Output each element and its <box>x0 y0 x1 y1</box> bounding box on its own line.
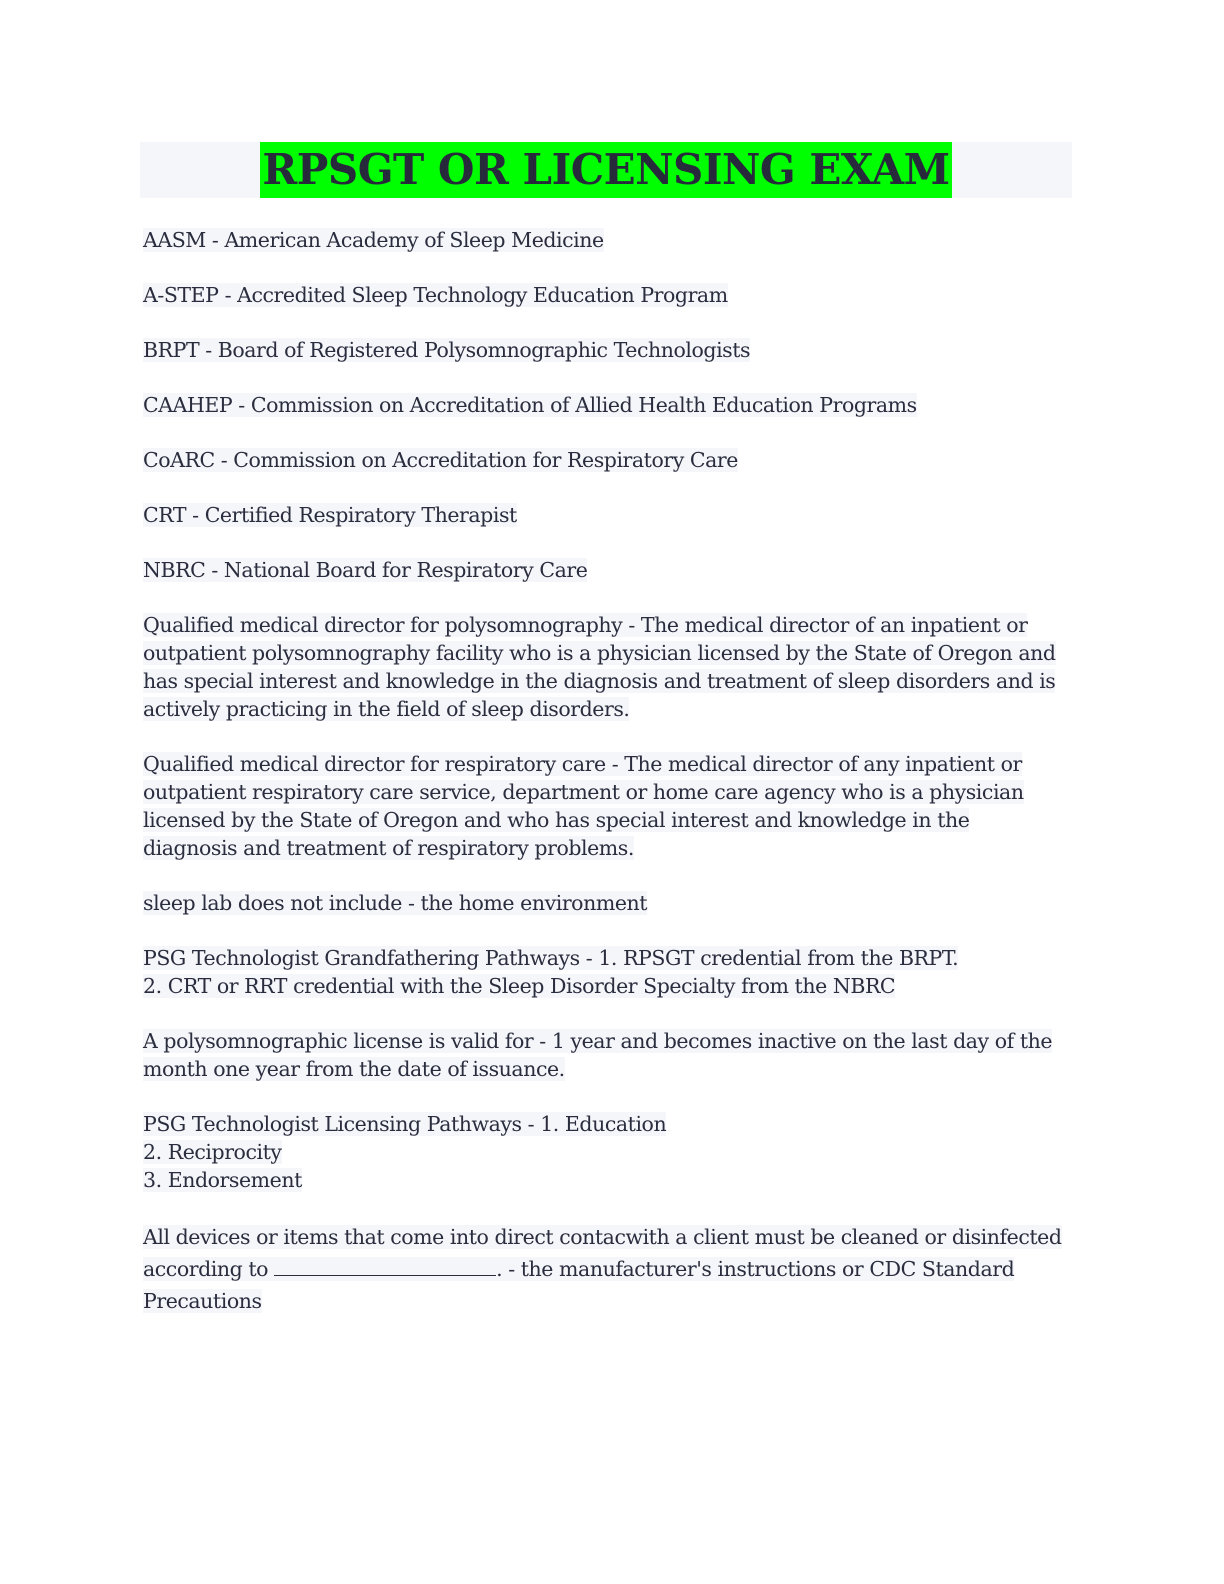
entry-grandfathering-pathways <box>143 944 1078 1000</box>
entry-coarc <box>143 446 1078 474</box>
entry-text: . - the manufacturer's instructions or CDC Standard <box>496 1257 1015 1281</box>
entry-line: AASM - American Academy of Sleep Medicine <box>143 228 604 252</box>
entry-line: diagnosis and treatment of respiratory problems. <box>143 836 634 860</box>
entry-line: Qualified medical director for polysomnography - The medical director of an inpatient or <box>143 613 1028 637</box>
fill-in-blank <box>274 1257 496 1276</box>
entry-line: month one year from the date of issuance. <box>143 1057 565 1081</box>
entry-line: Precautions <box>143 1289 262 1313</box>
entry-licensing-pathways <box>143 1110 1078 1194</box>
entry-line: CoARC - Commission on Accreditation for Respiratory Care <box>143 448 738 472</box>
entry-line: CRT - Certified Respiratory Therapist <box>143 503 517 527</box>
entry-brpt <box>143 336 1078 364</box>
entry-nbrc <box>143 556 1078 584</box>
title-band <box>140 142 1072 198</box>
entry-line: sleep lab does not include - the home environment <box>143 891 648 915</box>
entry-line: outpatient polysomnography facility who is a physician licensed by the State of Oregon and <box>143 641 1056 665</box>
entry-line: All devices or items that come into direct contacwith a client must be cleaned or disinfected <box>143 1225 1062 1249</box>
entry-sleep-lab <box>143 889 1078 917</box>
entry-line: Qualified medical director for respiratory care - The medical director of any inpatient or <box>143 752 1022 776</box>
entry-line: NBRC - National Board for Respiratory Care <box>143 558 588 582</box>
entry-line: licensed by the State of Oregon and who has special interest and knowledge in the <box>143 808 970 832</box>
entry-line: PSG Technologist Licensing Pathways - 1. Education <box>143 1112 667 1136</box>
entry-line: CAAHEP - Commission on Accreditation of Allied Health Education Programs <box>143 393 917 417</box>
entry-aasm <box>143 226 1078 254</box>
entry-medical-director-respiratory <box>143 750 1078 862</box>
entry-a-step <box>143 281 1078 309</box>
entry-caahep <box>143 391 1078 419</box>
entry-line: 3. Endorsement <box>143 1168 302 1192</box>
entry-crt <box>143 501 1078 529</box>
entry-line: A polysomnographic license is valid for - 1 year and becomes inactive on the last day of the <box>143 1029 1053 1053</box>
entry-line: BRPT - Board of Registered Polysomnographic Technologists <box>143 338 751 362</box>
entry-line: 2. Reciprocity <box>143 1140 282 1164</box>
entry-license-validity <box>143 1027 1078 1083</box>
entry-device-cleaning <box>143 1221 1078 1317</box>
document-body <box>143 226 1078 1344</box>
entry-line: actively practicing in the field of sleep disorders. <box>143 697 630 721</box>
entry-line: PSG Technologist Grandfathering Pathways - 1. RPSGT credential from the BRPT. <box>143 946 959 970</box>
entry-text: according to <box>143 1257 275 1281</box>
entry-line: has special interest and knowledge in the diagnosis and treatment of sleep disorders and is <box>143 669 1056 693</box>
entry-line: outpatient respiratory care service, department or home care agency who is a physician <box>143 780 1024 804</box>
entry-line: 2. CRT or RRT credential with the Sleep Disorder Specialty from the NBRC <box>143 974 896 998</box>
page-title: RPSGT OR LICENSING EXAM <box>260 142 951 198</box>
entry-line-with-blank <box>143 1257 1014 1281</box>
entry-medical-director-psg <box>143 611 1078 723</box>
entry-line: A-STEP - Accredited Sleep Technology Education Program <box>143 283 728 307</box>
